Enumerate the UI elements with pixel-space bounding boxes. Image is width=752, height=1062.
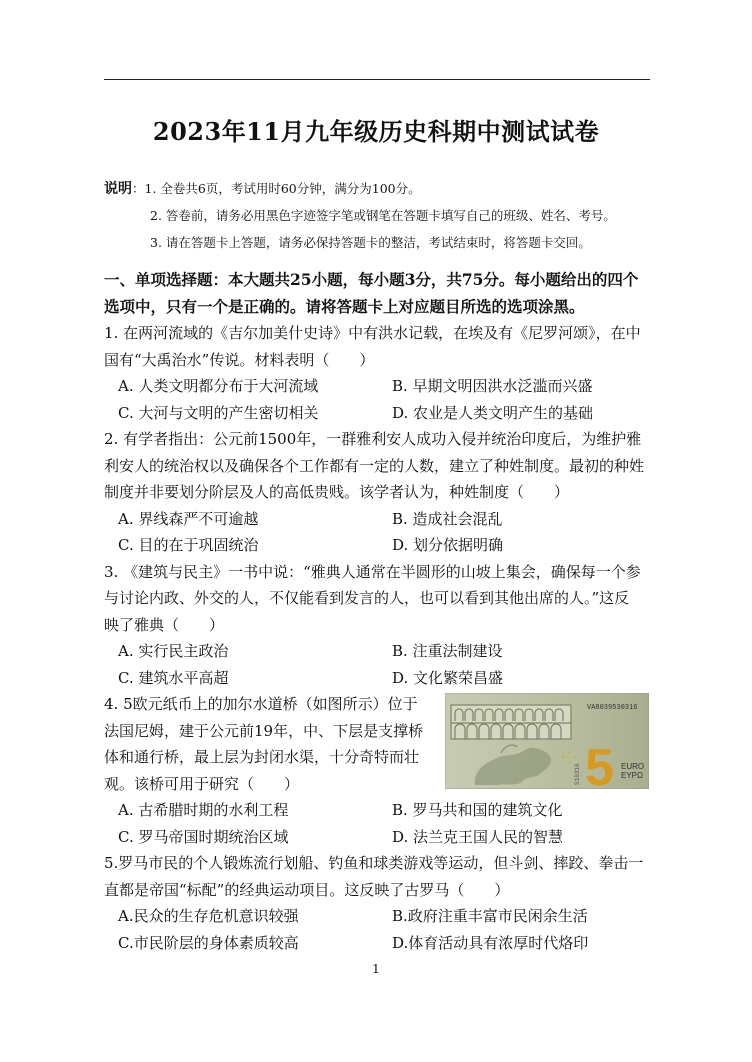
question-5-option-d: D.体育活动具有浓厚时代烙印 <box>392 933 589 952</box>
instruction-3: 3. 请在答题卡上答题，请务必保持答题卡的整洁，考试结束时，将答题卡交回。 <box>150 235 591 250</box>
question-4-option-d: D. 法兰克王国人民的智慧 <box>392 827 564 846</box>
question-2-line: 利安人的统治权以及确保各个工作都有一定的人数，建立了种姓制度。最初的种姓 <box>104 456 645 475</box>
question-5-option-b: B.政府注重丰富市民闲余生活 <box>392 907 588 925</box>
question-5-option-c: C.市民阶层的身体素质较高 <box>118 933 299 952</box>
question-5-line: 5.罗马市民的个人锻炼流行划船、钓鱼和球类游戏等运动，但斗剑、摔跤、拳击一 <box>104 854 644 872</box>
question-5-option-a: A.民众的生存危机意识较强 <box>118 907 299 925</box>
currency-label-top: EURO <box>621 762 645 771</box>
question-2-line: 制度并非要划分阶层及人的高低贵贱。该学者认为，种姓制度（ ） <box>104 483 570 501</box>
question-3 <box>104 559 652 692</box>
serial-number: VA8039530316 <box>587 704 638 712</box>
question-4-option-b: B. 罗马共和国的建筑文化 <box>392 801 563 819</box>
question-2-line: 2. 有学者指出：公元前1500年，一群雅利安人成功入侵并统治印度后，为维护雅 <box>104 430 642 448</box>
question-1-option-b: B. 早期文明因洪水泛滥而兴盛 <box>392 377 593 395</box>
page-title: 2023年11月九年级历史科期中测试试卷 <box>152 117 600 146</box>
question-content <box>104 266 652 956</box>
question-3-option-a: A. 实行民主政治 <box>118 642 229 660</box>
aqueduct-bridge <box>451 705 571 739</box>
page-number: 1 <box>372 962 380 976</box>
question-2-option-b: B. 造成社会混乱 <box>392 509 503 528</box>
question-1 <box>104 320 652 426</box>
instruction-1: ：1. 全卷共6页，考试用时60分钟，满分为100分。 <box>132 181 421 196</box>
instructions-label: 说明 <box>104 181 132 197</box>
question-3-line: 3. 《建筑与民主》一书中说：“雅典人通常在半圆形的山坡上集会，确保每一个参 <box>104 562 641 581</box>
question-2-option-c: C. 目的在于巩固统治 <box>118 536 259 554</box>
question-2-option-a: A. 界线森严不可逾越 <box>118 509 259 528</box>
instruction-2: 2. 答卷前，请务必用黑色字迹签字笔或钢笔在答题卡填写自己的班级、姓名、考号。 <box>150 208 616 223</box>
question-1-line: 国有“大禹治水”传说。材料表明（ ） <box>104 350 375 369</box>
question-1-option-d: D. 农业是人类文明产生的基础 <box>392 403 594 422</box>
question-3-option-c: C. 建筑水平高超 <box>118 668 229 687</box>
question-4-option-c: C. 罗马帝国时期统治区域 <box>118 827 289 846</box>
question-4-line: 体和通行桥，最上层为封闭水渠，十分奇特而壮 <box>104 748 420 766</box>
question-5 <box>104 850 652 956</box>
question-2 <box>104 426 652 559</box>
question-1-option-c: C. 大河与文明的产生密切相关 <box>118 403 319 422</box>
question-4-line: 4. 5欧元纸币上的加尔水道桥（如图所示）位于 <box>104 695 418 713</box>
denomination: 5 <box>585 739 614 789</box>
question-3-line: 映了雅典（ ） <box>104 615 225 634</box>
header-rule <box>104 79 650 80</box>
euro-banknote-image <box>445 693 649 789</box>
section-heading-line-2: 选项中，只有一个是正确的。请将答题卡上对应题目所选的选项涂黑。 <box>104 297 585 316</box>
question-4 <box>104 691 652 850</box>
question-3-line: 与讨论内政、外交的人，不仅能看到发言的人，也可以看到其他出席的人。”这反 <box>104 589 630 607</box>
question-3-option-b: B. 注重法制建设 <box>392 642 503 660</box>
section-heading-line-1: 一、单项选择题：本大题共25小题，每小题3分，共75分。每小题给出的四个 <box>104 270 639 289</box>
instructions <box>104 180 664 261</box>
question-1-line: 1. 在两河流域的《吉尔加美什史诗》中有洪水记载，在埃及有《尼罗河颂》，在中 <box>104 324 641 342</box>
question-1-option-a: A. 人类文明都分布于大河流域 <box>118 377 319 395</box>
question-3-option-d: D. 文化繁荣昌盛 <box>392 668 504 687</box>
currency-label-bottom: EYPΩ <box>621 771 643 780</box>
question-4-line: 法国尼姆，建于公元前19年，中、下层是支撑桥 <box>104 721 424 740</box>
question-4-option-a: A. 古希腊时期的水利工程 <box>118 801 289 819</box>
question-5-line: 直都是帝国“标配”的经典运动项目。这反映了古罗马（ ） <box>104 880 510 899</box>
question-4-line: 观。该桥可用于研究（ ） <box>104 774 300 793</box>
side-serial: S10316 <box>574 763 581 785</box>
question-2-option-d: D. 划分依据明确 <box>392 536 504 554</box>
